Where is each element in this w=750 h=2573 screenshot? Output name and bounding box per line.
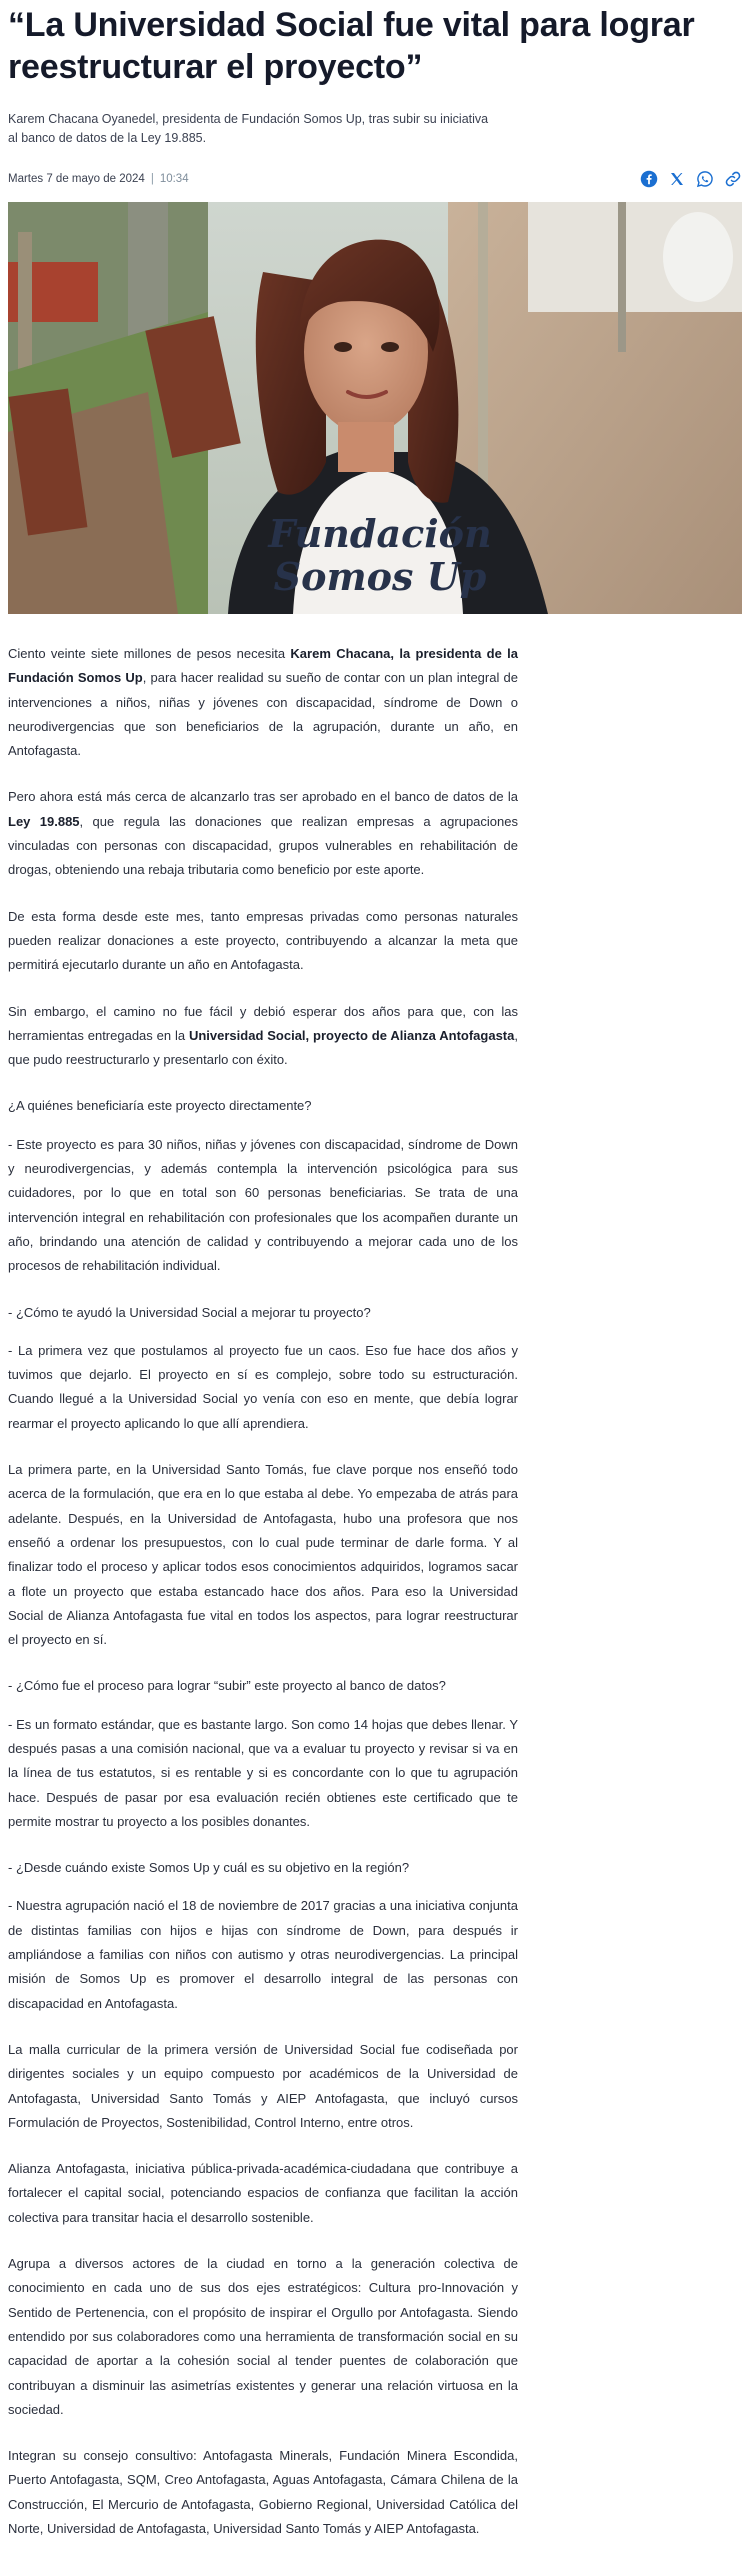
article-paragraph (8, 1000, 518, 1073)
paragraph-text: , que regula las donaciones que realizan empresas a agrupaciones vinculadas con personas con discapacidad, grupos vulnerables en rehabilitación de drogas, obteniendo una rebaja tributaria como beneficio por este aporte. (8, 813, 518, 878)
portrait-photo (8, 202, 742, 614)
paragraph-text: Ciento veinte siete millones de pesos necesita (8, 646, 291, 661)
meta-row (8, 168, 742, 190)
link-icon[interactable] (724, 170, 742, 188)
interview-question (8, 1674, 518, 1698)
paragraph-text: Alianza Antofagasta, iniciativa pública-privada-académica-ciudadana que contribuye a fortalecer el capital social, potenciando espacios de confianza que facilitan la acción colectiva para transitar hacia el desarrollo sostenible. (8, 2161, 518, 2225)
article-paragraph (8, 1133, 518, 1279)
article-paragraph (8, 2157, 518, 2230)
paragraph-text: La malla curricular de la primera versión de Universidad Social fue codiseñada por dirigentes sociales y un equipo compuesto por académicos de la Universidad de Antofagasta, Universidad Santo Tomás y AIEP Antofagasta, que incluyó cursos Formulación de Proyectos, Sostenibilidad, Control Interno, entre otros. (8, 2041, 518, 2130)
article-paragraph (8, 785, 518, 882)
paragraph-text: Sin embargo, el camino no fue fácil y debió esperar dos años para que, con las herramientas entregadas en la (8, 1003, 518, 1043)
paragraph-text: - ¿Cómo fue el proceso para lograr “subir” este proyecto al banco de datos? (8, 1678, 446, 1694)
article-paragraph (8, 2252, 518, 2422)
article-date: Martes 7 de mayo de 2024 (8, 173, 145, 185)
paragraph-text: - ¿Desde cuándo existe Somos Up y cuál es su objetivo en la región? (8, 1860, 410, 1876)
interview-question (8, 1094, 518, 1118)
paragraph-text: - Este proyecto es para 30 niños, niñas y jóvenes con discapacidad, síndrome de Down y neurodivergencias, y además contempla la intervención psicológica para sus cuidadores, por lo que en total son 60 personas beneficiarias. Se trata de una intervención integral en rehabilitación con profesionales que los acompañen durante un año, brindando una atención de calidad y contribuyendo a mejorar cada uno de los procesos de rehabilitación individual. (8, 1136, 518, 1274)
facebook-icon[interactable] (640, 170, 658, 188)
paragraph-text: , para hacer realidad su sueño de contar con un plan integral de intervenciones a niños, niñas y jóvenes con discapacidad, síndrome de Down o neurodivergencias que son beneficiarios de la agrupación, durante un año, en Antofagasta. (8, 670, 518, 759)
share-bar (640, 170, 742, 188)
paragraph-text: , que pudo reestructurarlo y presentarlo con éxito. (8, 1027, 518, 1068)
paragraph-text: - La primera vez que postulamos al proyecto fue un caos. Eso fue hace dos años y tuvimos que dejarlo. El proyecto en sí es complejo, sobre todo su estructuración. Cuando llegué a la Universidad Social yo venía con eso en mente, que debía lograr rearmar el proyecto aplicando lo que allí aprendiera. (8, 1342, 518, 1431)
interview-question (8, 1301, 518, 1325)
paragraph-text: Agrupa a diversos actores de la ciudad en torno a la generación colectiva de conocimiento en cada uno de sus dos ejes estratégicos: Cultura pro-Innovación y Sentido de Pertenencia, con el propósito de inspirar el Orgullo por Antofagasta. Siendo entendido por sus colaboradores como una herramienta de transformación social en su capacidad de aportar a la cohesión social al tender puentes de colaboración que contribuyan a disminuir las asimetrías existentes y generar una relación virtuosa en la sociedad. (8, 2256, 518, 2417)
x-twitter-icon[interactable] (668, 170, 686, 188)
paragraph-text: - Es un formato estándar, que es bastante largo. Son como 14 hojas que debes llenar. Y después pasas a una comisión nacional, que va a evaluar tu proyecto y revisar si va en la línea de tus estatutos, si es rentable y si es concordante con lo que tu agrupación hace. Después de pasar por esa evaluación recién obtienes este certificado que te permite mostrar tu proyecto a los posibles donantes. (8, 1716, 518, 1829)
paragraph-text: Pero ahora está más cerca de alcanzarlo tras ser aprobado en el banco de datos de la (8, 789, 518, 805)
interview-question (8, 1856, 518, 1880)
paragraph-text: Integran su consejo consultivo: Antofagasta Minerals, Fundación Minera Escondida, Puerto Antofagasta, SQM, Creo Antofagasta, Aguas Antofagasta, Cámara Chilena de la Construcción, El Mercurio de Antofagasta, Gobierno Regional, Universidad Católica del Norte, Universidad de Antofagasta, Universidad Santo Tomás y AIEP Antofagasta. (8, 2448, 518, 2536)
article-paragraph (8, 1713, 518, 1834)
bold-text: Ley 19.885 (8, 813, 80, 829)
article-paragraph (8, 2444, 518, 2541)
article-paragraph (8, 1458, 518, 1652)
article-meta (8, 173, 189, 185)
article-time: 10:34 (159, 173, 189, 185)
article-paragraph (8, 642, 518, 763)
article-paragraph (8, 905, 518, 978)
bold-text: Karem Chacana, la presidenta de la Fundación Somos Up (8, 646, 518, 686)
bold-text: Universidad Social, proyecto de Alianza Antofagasta (188, 1027, 515, 1043)
article-paragraph (8, 1339, 518, 1436)
article-subtitle: Karem Chacana Oyanedel, presidenta de Fundación Somos Up, tras subir su iniciativa al banco de datos de la Ley 19.885. (8, 112, 489, 145)
article-body (8, 642, 518, 2573)
article-paragraph (8, 1894, 518, 2015)
article-paragraph (8, 2038, 518, 2135)
article-hero-image (8, 202, 742, 614)
paragraph-text: De esta forma desde este mes, tanto empresas privadas como personas naturales pueden realizar donaciones a este proyecto, contribuyendo a alcanzar la meta que permitirá ejecutarlo durante un año en Antofagasta. (8, 908, 518, 973)
paragraph-text: - ¿Cómo te ayudó la Universidad Social a mejorar tu proyecto? (8, 1304, 371, 1320)
shirt-text-line-1: Fundación (268, 511, 492, 556)
paragraph-text: ¿A quiénes beneficiaría este proyecto directamente? (8, 1098, 312, 1114)
meta-separator: | (150, 173, 154, 185)
paragraph-text: La primera parte, en la Universidad Santo Tomás, fue clave porque nos enseñó todo acerca de la formulación, que era en lo que estaba al debe. Yo empezaba de atrás para adelante. Después, en la Universidad de Antofagasta, hubo una profesora que nos enseñó a ordenar los presupuestos, con lo cual pude terminar de darle forma. Y al finalizar todo el proceso y aplicar todos esos conocimientos adquiridos, logramos sacar a flote un proyecto que estaba estancado hace dos años. Para eso la Universidad Social de Alianza Antofagasta fue vital en todos los aspectos, para lograr reestructurar el proyecto en sí. (8, 1462, 518, 1648)
shirt-text-line-2: Somos Up (273, 554, 487, 599)
article-headline: “La Universidad Social fue vital para lograr reestructurar el proyecto” (8, 6, 695, 86)
whatsapp-icon[interactable] (696, 170, 714, 188)
paragraph-text: - Nuestra agrupación nació el 18 de noviembre de 2017 gracias a una iniciativa conjunta de distintas familias con hijos e hijas con síndrome de Down, para después ir ampliándose a familias con niños con autismo y otras neurodivergencias. La principal misión de Somos Up es promover el desarrollo integral de las personas con discapacidad en Antofagasta. (8, 1898, 518, 2011)
